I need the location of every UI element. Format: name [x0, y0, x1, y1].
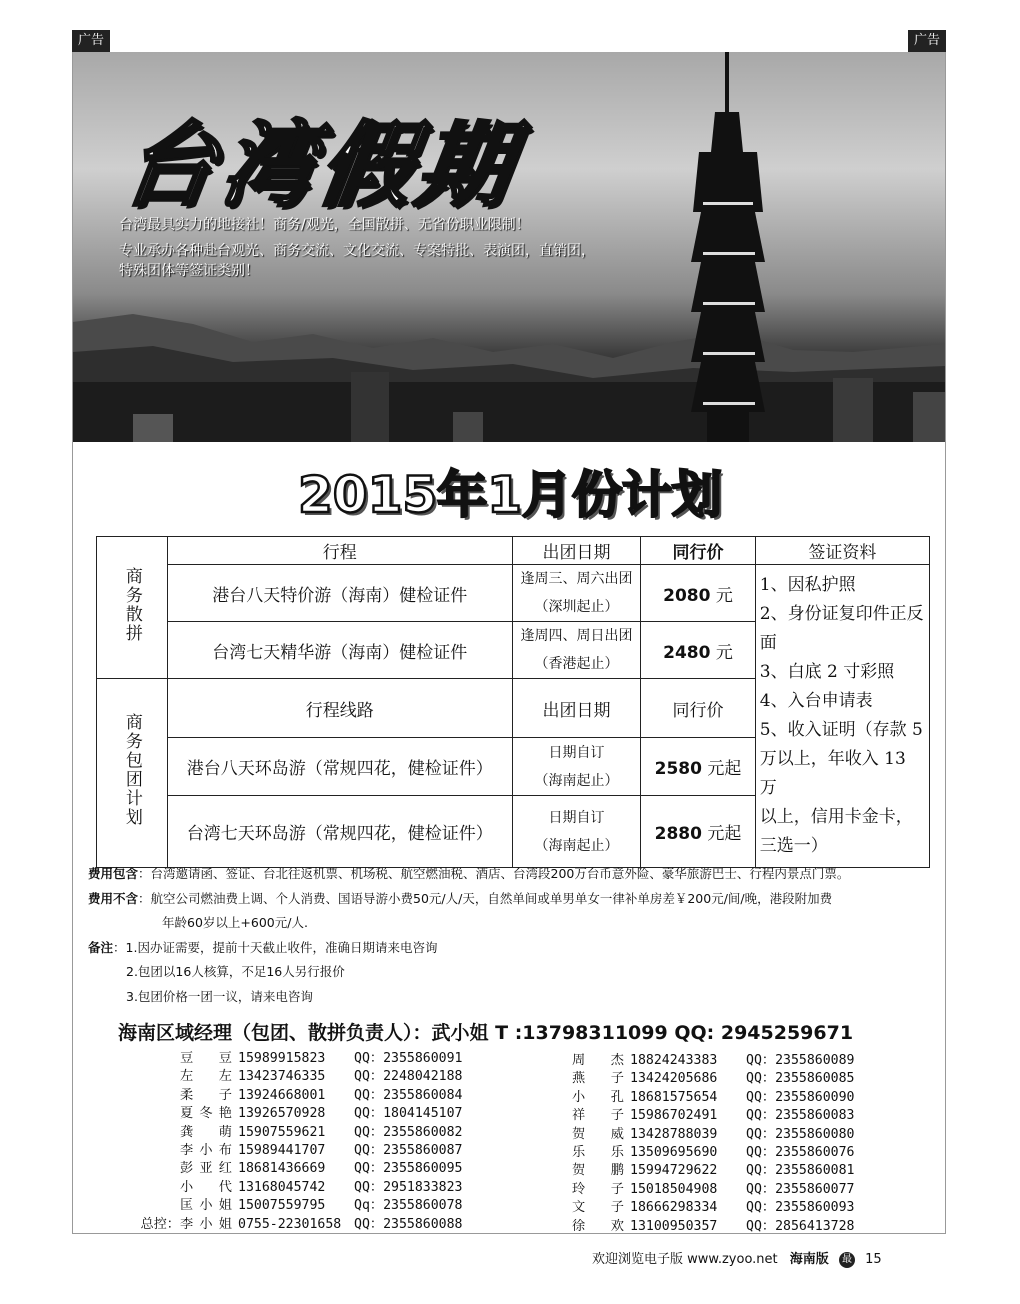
contact-row [130, 1050, 462, 1068]
contact-phone: 15994729622 [630, 1163, 718, 1179]
contact-name: 彭亚红 [180, 1161, 232, 1177]
row-date [512, 796, 640, 868]
page-number: 15 [865, 1252, 882, 1267]
contact-row [130, 1068, 462, 1086]
contact-qq-label: QQ： [746, 1200, 776, 1216]
contact-qq: 2355860080 [775, 1126, 855, 1142]
contact-phone: 13926570928 [238, 1106, 326, 1122]
visa-line: 面 [759, 633, 777, 653]
header-price: 同行价 [641, 537, 756, 565]
contact-phone: 0755-22301658 [238, 1216, 342, 1232]
contact-qq-label: QQ： [354, 1124, 384, 1140]
contact-name: 玲子 [572, 1181, 624, 1197]
edition-badge-icon: 最 [839, 1252, 855, 1268]
visa-line: 以上，信用卡金卡， [759, 807, 913, 827]
contact-qq: 2355860088 [383, 1216, 463, 1232]
contact-qq: 2355860077 [775, 1181, 855, 1197]
contact-phone: 15007559795 [238, 1198, 326, 1214]
visa-line: 5、收入证明（存款 5 [759, 720, 923, 740]
row-price-unit: 元 [710, 642, 733, 663]
contact-row [130, 1124, 462, 1142]
header-route: 行程 [167, 537, 512, 565]
row-date [512, 738, 640, 796]
row-price-value: 2880 [654, 824, 702, 844]
contact-row [572, 1181, 854, 1199]
contact-qq-label: QQ： [746, 1181, 776, 1197]
contact-qq: 1804145107 [383, 1106, 463, 1122]
row-route: 台湾七天环岛游（常规四花，健检证件） [167, 796, 512, 868]
contact-qq: 2355860089 [775, 1053, 855, 1068]
contact-qq-label: QQ： [746, 1163, 776, 1179]
contact-qq: 2355860087 [383, 1143, 463, 1159]
visa-line: 3、白底 2 寸彩照 [759, 662, 895, 682]
contact-name: 李小布 [180, 1143, 232, 1159]
note-excluded-label: 费用不含 [88, 890, 139, 906]
row-route: 港台八天环岛游（常规四花，健检证件） [167, 738, 512, 796]
contact-name: 匡小姐 [180, 1198, 232, 1214]
row-date-line2: （深圳起止） [534, 599, 619, 615]
note-excluded-2: 年龄60岁以上+600元/人. [162, 915, 308, 930]
contact-phone: 15989915823 [238, 1051, 326, 1066]
contacts-left [130, 1050, 462, 1234]
contact-row [572, 1199, 854, 1217]
contact-qq-label: QQ： [354, 1051, 384, 1066]
contact-qq: 2355860081 [775, 1163, 855, 1179]
contact-phone: 18681575654 [630, 1089, 718, 1105]
contact-qq-label: QQ： [354, 1069, 384, 1085]
contact-row [572, 1218, 854, 1236]
contact-qq-label: QQ： [354, 1087, 384, 1103]
contact-name: 贺威 [572, 1126, 624, 1142]
contact-qq-label: QQ： [354, 1216, 384, 1232]
contact-phone: 18824243383 [630, 1053, 718, 1068]
contact-qq-label: QQ： [354, 1106, 384, 1122]
contact-phone: 13168045742 [238, 1179, 326, 1195]
contact-name: 柔子 [180, 1087, 232, 1103]
contact-qq-label: QQ： [746, 1218, 776, 1234]
contact-phone: 18681436669 [238, 1161, 326, 1177]
contact-name: 小代 [180, 1179, 232, 1195]
note-excluded-text: ：航空公司燃油费上调、个人消费、国语导游小费50元/人/天，自然单间或单男单女一律补单房差￥200元/间/晚，港段附加费 [138, 890, 833, 906]
row-date-line1: 逢周三、周六出团 [520, 571, 633, 587]
contact-qq: 2355860095 [383, 1161, 463, 1177]
hero-title: 台湾假期 [116, 112, 524, 219]
ad-label-left: 广告 [72, 30, 110, 52]
contact-row [130, 1197, 462, 1215]
contact-qq: 2355860085 [775, 1071, 855, 1087]
contact-row [572, 1144, 854, 1162]
ad-label-right: 广告 [908, 30, 946, 52]
contact-row [130, 1160, 462, 1178]
contact-phone: 18666298334 [630, 1200, 718, 1216]
contact-phone: 15989441707 [238, 1143, 326, 1159]
row-price-unit: 元 [710, 585, 733, 606]
contact-qq: 2856413728 [775, 1218, 855, 1234]
contact-qq: 2951833823 [383, 1179, 463, 1195]
contact-phone: 13428788039 [630, 1126, 718, 1142]
row-price-unit: 元起 [701, 824, 742, 844]
header-date: 出团日期 [512, 537, 640, 565]
header-visa: 签证资料 [755, 537, 929, 565]
row-route: 港台八天特价游（海南）健检证件 [167, 565, 512, 622]
contact-phone: 13509695690 [630, 1145, 718, 1161]
contact-row [572, 1052, 854, 1070]
row-price [641, 622, 756, 679]
note-remark-2: 2.包团以16人核算，不足16人另行报价 [126, 964, 345, 979]
note-remark [88, 936, 948, 961]
contact-name: 李小姐 [180, 1216, 232, 1232]
contact-row [572, 1126, 854, 1144]
contact-name: 龚萌 [180, 1124, 232, 1140]
contact-phone: 13924668001 [238, 1087, 326, 1103]
row-route: 台湾七天精华游（海南）健检证件 [167, 622, 512, 679]
contact-name: 左左 [180, 1069, 232, 1085]
row-date-line2: （香港起止） [534, 656, 619, 672]
notes-section [88, 862, 948, 1009]
contact-row [572, 1089, 854, 1107]
contact-qq-label: QQ： [746, 1126, 776, 1142]
note-included-text: ：台湾邀请函、签证、台北往返机票、机场税、航空燃油税、酒店、台湾段200万台币意外险、豪华旅游巴士、行程内景点门票。 [138, 866, 850, 881]
contact-name: 贺鹏 [572, 1163, 624, 1179]
visa-line: 2、身份证复印件正反 [759, 604, 924, 624]
note-remark-label: 备注 [88, 939, 114, 955]
contact-qq: 2355860078 [383, 1198, 463, 1214]
contact-total-label: 总控： [140, 1216, 180, 1232]
row-price-value: 2080 [663, 585, 711, 606]
contact-qq-label: QQ： [354, 1161, 384, 1177]
price-table [96, 536, 930, 868]
contact-row [572, 1070, 854, 1088]
visa-requirements [755, 565, 929, 868]
row-price-value: 2580 [654, 759, 702, 779]
visa-line: 三选一） [759, 836, 828, 856]
row-date-line2: （海南起止） [534, 772, 619, 789]
visa-line: 万以上，年收入 13 万 [759, 749, 906, 798]
row-price [641, 796, 756, 868]
contact-name: 乐乐 [572, 1145, 624, 1161]
hero-line-2: 专业承办各种赴台观光、商务交流、文化交流、专案特批、表演团，直销团， [119, 243, 595, 259]
contact-row [130, 1179, 462, 1197]
visa-line: 4、入台申请表 [759, 691, 873, 711]
row-date-line1: 日期自订 [548, 744, 605, 761]
contact-qq: 2355860076 [775, 1145, 855, 1161]
row-date [512, 565, 640, 622]
contact-qq-label: QQ： [354, 1143, 384, 1159]
row-price [641, 738, 756, 796]
note-excluded [88, 887, 948, 912]
contact-row [130, 1142, 462, 1160]
row-date-line1: 逢周四、周日出团 [520, 628, 633, 644]
row-date-line1: 日期自订 [548, 809, 605, 826]
hero-line-3: 特殊团体等签证类别！ [119, 263, 259, 279]
contact-name: 周杰 [572, 1053, 624, 1068]
note-included-label: 费用包含 [88, 866, 139, 881]
contact-row [130, 1087, 462, 1105]
contact-name: 夏冬艳 [180, 1106, 232, 1122]
contact-phone: 15986702491 [630, 1108, 718, 1124]
contact-row-total [130, 1216, 462, 1234]
contact-qq-label: QQ： [746, 1108, 776, 1124]
note-remark-1: ：1.因办证需要，提前十天截止收件，准确日期请来电咨询 [113, 939, 438, 955]
contact-phone: 13423746335 [238, 1069, 326, 1085]
contact-phone: 15018504908 [630, 1181, 718, 1197]
contact-qq-label: QQ： [354, 1179, 384, 1195]
contact-qq-label: QQ： [746, 1089, 776, 1105]
contact-row [572, 1162, 854, 1180]
header-date-2: 出团日期 [512, 679, 640, 738]
row-price-unit: 元起 [701, 759, 742, 779]
contact-name: 小孔 [572, 1089, 624, 1105]
group-label-1 [97, 537, 168, 679]
contact-name: 豆豆 [180, 1051, 232, 1066]
row-date [512, 622, 640, 679]
regional-manager-line: 海南区域经理（包团、散拼负责人）：武小姐 T :13798311099 QQ: 2945259671 [118, 1022, 854, 1044]
contact-qq-label: Qq： [354, 1198, 384, 1214]
group-label-2 [97, 679, 168, 868]
header-route-2: 行程线路 [167, 679, 512, 738]
contact-row [130, 1105, 462, 1123]
contact-name: 燕子 [572, 1071, 624, 1087]
contact-qq: 2355860084 [383, 1087, 463, 1103]
contact-qq: 2355860090 [775, 1089, 855, 1105]
contact-phone: 13100950357 [630, 1218, 718, 1234]
hero-banner [73, 52, 945, 442]
contact-qq-label: QQ： [746, 1053, 776, 1068]
contact-name: 徐欢 [572, 1218, 624, 1234]
row-price [641, 565, 756, 622]
row-price-value: 2480 [663, 642, 711, 663]
header-price-2: 同行价 [641, 679, 756, 738]
hero-line-1: 台湾最具实力的地接社！商务/观光，全国散拼、无省份职业限制！ [119, 217, 530, 233]
contact-qq-label: QQ： [746, 1145, 776, 1161]
contact-row [572, 1107, 854, 1125]
contact-qq: 2355860083 [775, 1108, 855, 1124]
visa-line: 1、因私护照 [759, 575, 856, 595]
note-included [88, 862, 948, 887]
contact-qq: 2248042188 [383, 1069, 463, 1085]
note-remark-3: 3.包团价格一团一议，请来电咨询 [126, 988, 313, 1004]
row-date-line2: （海南起止） [534, 837, 619, 854]
contact-qq: 2355860093 [775, 1200, 855, 1216]
contacts-right [572, 1052, 854, 1236]
table-row [97, 565, 930, 622]
contact-qq-label: QQ： [746, 1071, 776, 1087]
group-label-2-text: 商务包团计划 [121, 713, 142, 827]
contact-name: 祥子 [572, 1108, 624, 1124]
contact-qq: 2355860082 [383, 1124, 463, 1140]
plan-title: 2015年1月份计划 [298, 466, 722, 524]
footer-edition: 海南版 [789, 1252, 829, 1267]
contact-qq: 2355860091 [383, 1051, 463, 1066]
footer-text: 欢迎浏览电子版 www.zyoo.net [592, 1252, 778, 1267]
page-footer [592, 1248, 882, 1268]
contact-phone: 15907559621 [238, 1124, 326, 1140]
group-label-1-text: 商务散拼 [121, 566, 142, 643]
contact-name: 文子 [572, 1200, 624, 1216]
contact-phone: 13424205686 [630, 1071, 718, 1087]
